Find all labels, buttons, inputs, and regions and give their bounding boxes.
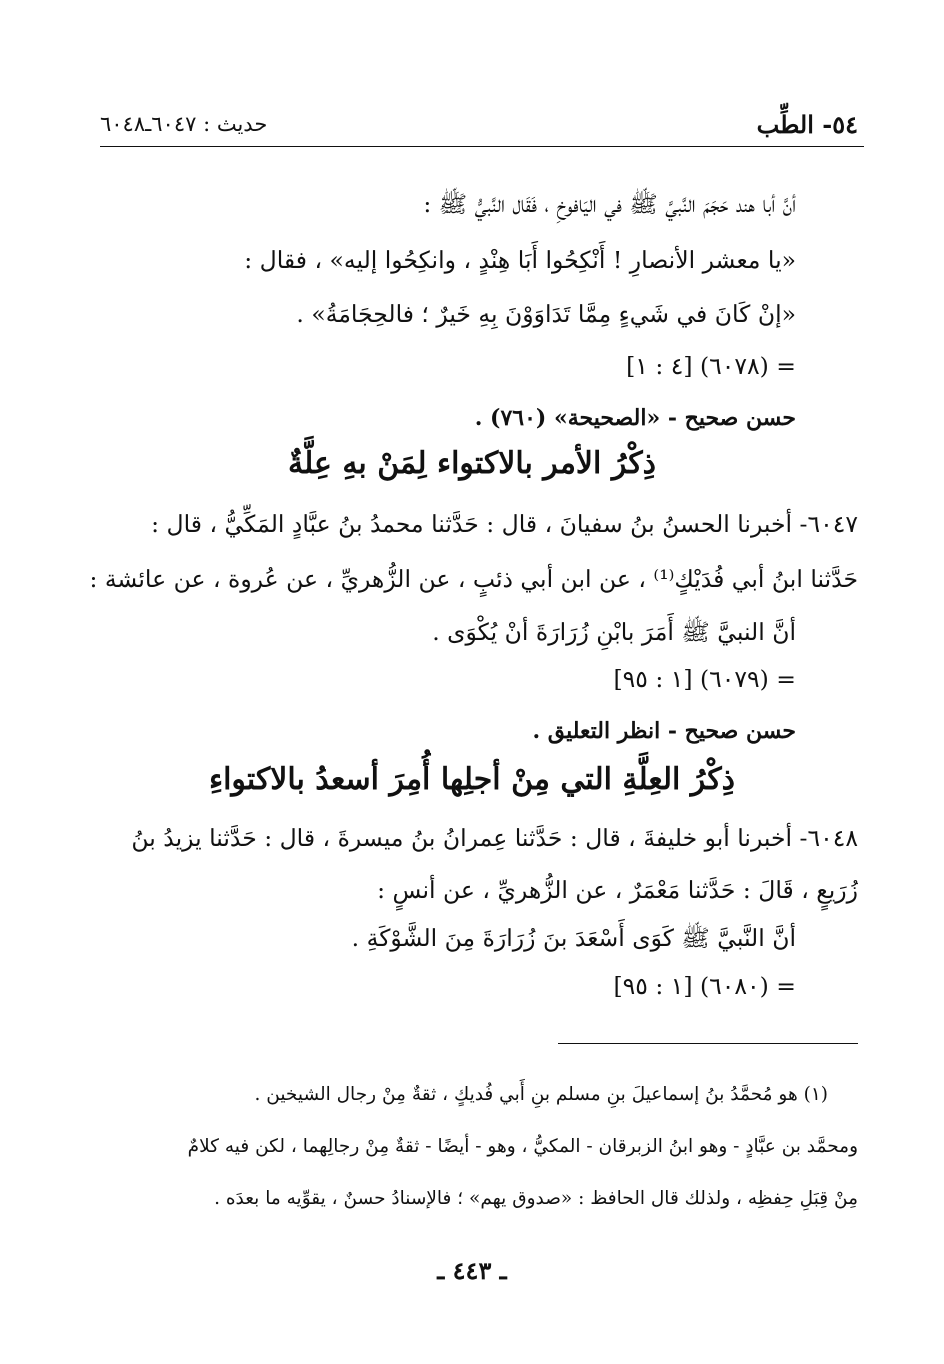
hadith-isnad-line: ٦٠٤٨- أخبرنا أبو خليفةَ ، قال : حَدَّثنا عِمرانُ بنُ ميسرةَ ، قال : حَدَّثنا يزيدُ بنُ xyxy=(131,824,858,852)
hadith-grade: حسن صحيح - «الصحيحة» (٧٦٠) . xyxy=(474,405,796,431)
hadith-reference: = (٦٠٨٠) [١ : ٩٥] xyxy=(613,972,796,1000)
hadith-text-line: «إنْ كَانَ في شَيءٍ مِمَّا تَدَاوَوْنَ بِهِ خَيرٌ ؛ فالحِجَامَةُ» . xyxy=(296,300,796,328)
footnote-divider xyxy=(558,1043,858,1044)
hadith-text-line: «يا معشر الأنصارِ ! أَنْكِحُوا أَبَا هِنْدٍ ، وانكِحُوا إليه» ، فقال : xyxy=(244,246,796,274)
section-heading: ذِكْرُ العِلَّةِ التي مِنْ أجلِها أُمِرَ أسعدُ بالاكتواءِ xyxy=(208,762,735,797)
hadith-reference: = (٦٠٧٩) [١ : ٩٥] xyxy=(613,665,796,693)
hadith-text-line: أنَّ أبا هند حَجَمَ النَّبيَّ ﷺ في اليَافوخِ ، فَقَال النَّبيُّ ﷺ : xyxy=(423,190,796,218)
page-number: ـ ٤٤٣ ـ xyxy=(437,1256,507,1285)
hadith-text-line: أنَّ النبيَّ ﷺ أَمَرَ بابْنِ زُرَارَةَ أنْ يُكْوَى . xyxy=(432,618,796,646)
footnote-line: ومحمَّد بن عبَّادٍ - وهو ابنُ الزبرقان - المكيُّ ، وهو - أيضًا - ثقةٌ مِنْ رجالِهما ، لكن فيه كلامٌ xyxy=(187,1136,858,1157)
hadith-reference: = (٦٠٧٨) [٤ : ١] xyxy=(626,352,796,380)
header-divider xyxy=(100,146,864,147)
hadith-grade: حسن صحيح - انظر التعليق . xyxy=(532,718,796,744)
hadith-isnad-line: حَدَّثنا ابنُ أبي فُدَيْكٍ⁽¹⁾ ، عن ابن أبي ذئبٍ ، عن الزُّهريِّ ، عن عُروة ، عن عائشة : xyxy=(89,565,858,593)
hadith-isnad-line: ٦٠٤٧- أخبرنا الحسنُ بنُ سفيانَ ، قال : حَدَّثنا محمدُ بنُ عبَّادٍ المَكِّيُّ ، قال : xyxy=(151,510,858,538)
running-header-chapter: ٥٤- الطِّب xyxy=(756,110,858,139)
hadith-text-line: أنَّ النَّبيَّ ﷺ كَوَى أَسْعَدَ بنَ زُرَارَةَ مِنَ الشَّوْكَةِ . xyxy=(351,924,796,952)
running-header-hadith-range: حديث : ٦٠٤٧ـ٦٠٤٨ xyxy=(100,112,268,136)
section-heading: ذِكْرُ الأمر بالاكتواء لِمَنْ بهِ عِلَّةٌ xyxy=(287,446,657,481)
footnote-line: (١) هو مُحمَّدُ بنُ إسماعيلَ بنِ مسلم بنِ أَبي فُديكٍ ، ثقةٌ مِنْ رجال الشيخين . xyxy=(254,1084,828,1105)
hadith-isnad-line: زُرَيعٍ ، قَالَ : حَدَّثنا مَعْمَرٌ ، عن الزُّهريِّ ، عن أنسٍ : xyxy=(377,876,858,904)
footnote-line: مِنْ قِبَلِ حِفظِه ، ولذلك قال الحافظ : «صدوق يهم» ؛ فالإسنادُ حسنٌ ، يقوِّيه ما بعدَه . xyxy=(214,1188,858,1209)
